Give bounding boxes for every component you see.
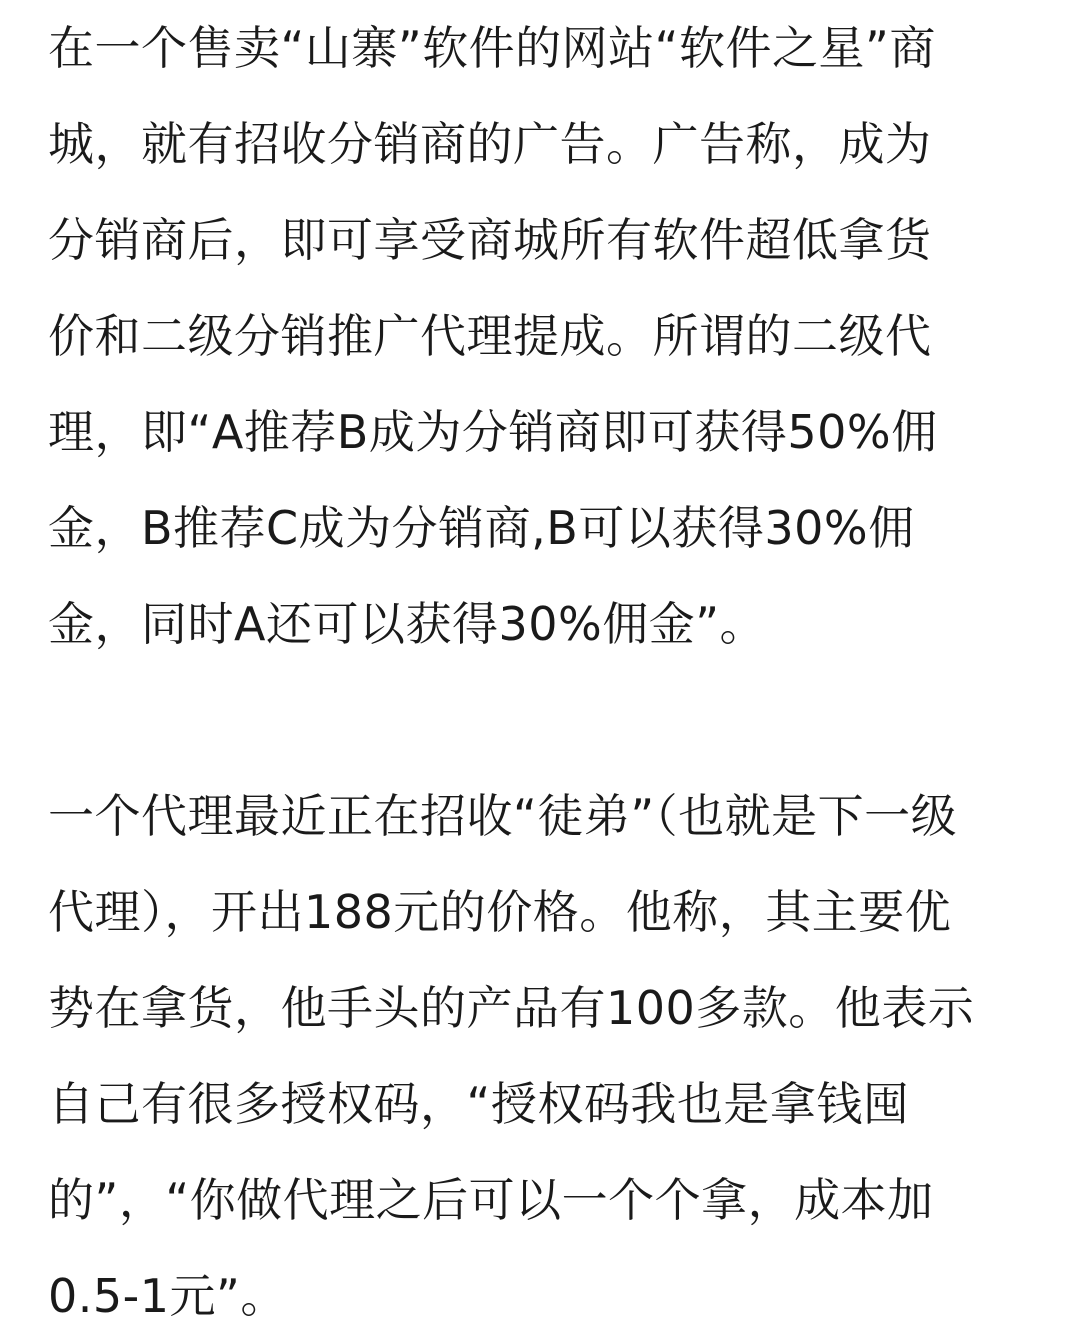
paragraph-line: 一个代理最近正在招收“徒弟”（也就是下一级 — [48, 789, 958, 843]
paragraph-line: 城，就有招收分销商的广告。广告称，成为 — [48, 117, 932, 171]
article-body — [48, 0, 1038, 1344]
paragraph-line: 在一个售卖“山寨”软件的网站“软件之星”商 — [48, 21, 936, 75]
paragraph-line: 金，同时A还可以获得30%佣金”。 — [48, 597, 767, 651]
paragraph-line: 价和二级分销推广代理提成。所谓的二级代 — [48, 309, 932, 363]
paragraph-line: 理，即“A推荐B成为分销商即可获得50%佣 — [48, 405, 938, 459]
paragraph-line: 代理），开出188元的价格。他称，其主要优 — [48, 885, 952, 939]
paragraph-1 — [48, 0, 1038, 672]
paragraph-line: 的”，“你做代理之后可以一个个拿，成本加 — [48, 1173, 934, 1227]
paragraph-line: 金，B推荐C成为分销商,B可以获得30%佣 — [48, 501, 915, 555]
paragraph-line: 自己有很多授权码，“授权码我也是拿钱囤 — [48, 1077, 910, 1131]
paragraph-line: 势在拿货，他手头的产品有100多款。他表示 — [48, 981, 975, 1035]
paragraph-line: 分销商后，即可享受商城所有软件超低拿货 — [48, 213, 932, 267]
paragraph-spacer — [48, 672, 1038, 768]
paragraph-2 — [48, 768, 1038, 1344]
paragraph-line: 0.5-1元”。 — [48, 1269, 287, 1323]
